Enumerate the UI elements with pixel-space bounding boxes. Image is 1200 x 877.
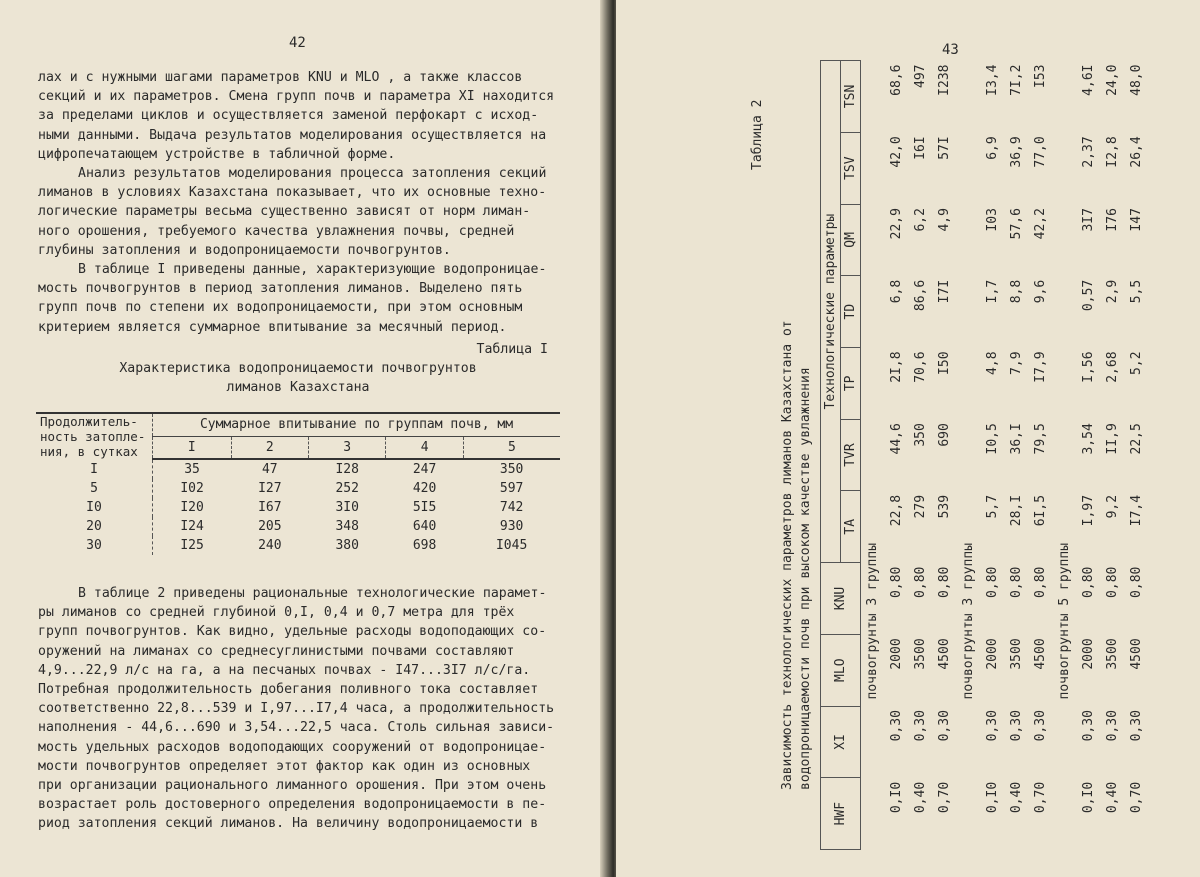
table2-cell: I47 [1129, 208, 1144, 232]
table2-cell: 4,9 [937, 208, 952, 232]
table2-cell: 279 [913, 494, 928, 519]
table1-value-cell: 3I0 [335, 500, 359, 515]
table2-cell: 6,9 [985, 136, 1000, 160]
table2-cell: 0,30 [1105, 710, 1120, 742]
table2-col-header: QM [841, 204, 861, 276]
table2-cell: 22,9 [889, 208, 904, 240]
text-line: логические параметры весьма существенно зависят от норм лиман- [38, 204, 531, 220]
text-line: критерием является суммарное впитывание за месячный период. [38, 319, 507, 335]
table2-cell: 2000 [1081, 638, 1096, 670]
table2-cell: I6I [913, 136, 928, 160]
table2-cell: 2,37 [1081, 136, 1096, 168]
table2-cell: 0,70 [1033, 781, 1048, 814]
table2-cell: 9,2 [1105, 494, 1120, 519]
table2-cell: 79,5 [1033, 423, 1048, 455]
table1-value-cell: 47 [261, 462, 278, 477]
table2-cell: 4500 [1129, 638, 1144, 670]
table2-cell: 497 [913, 64, 928, 88]
table2-col-header: TP [841, 347, 861, 419]
table2-cell: 690 [937, 423, 952, 447]
table2-group-title-row [1053, 61, 1077, 850]
table2-cell: I,97 [1081, 494, 1096, 527]
paragraph-2 [38, 164, 558, 260]
paragraph-3 [38, 260, 558, 337]
table1-value-cell: 348 [335, 519, 359, 534]
table1-value-cell: 930 [499, 519, 524, 534]
table2-cell: 0,40 [1105, 781, 1120, 814]
table1-row [36, 479, 560, 498]
table2-cell: 0,57 [1081, 279, 1096, 312]
table2-cell: 77,0 [1033, 136, 1048, 168]
table2-cell: 3500 [1105, 638, 1120, 670]
table2-cell: 7I,2 [1009, 64, 1024, 96]
table1-col-header: I [153, 436, 232, 459]
table1-value-cell: 205 [258, 519, 282, 534]
table2-cell: 6,8 [889, 279, 904, 304]
text-line: групп почвогрунтов. Как видно, удельные расходы водоподающих со- [38, 624, 547, 640]
table2-col-header: TSN [841, 61, 861, 133]
table2-cell: 0,I0 [889, 781, 904, 814]
table2-row [1101, 61, 1125, 850]
table2-cell: 4,6I [1081, 64, 1096, 96]
table1-duration-cell: 20 [36, 517, 153, 536]
table2-row [981, 61, 1005, 850]
text-line: ными данными. Выдача результатов моделирования осуществляется на [38, 127, 547, 143]
table2-cell: 22,8 [889, 494, 904, 527]
text-line: оружений на лиманах со среднесуглинистыми почвами составляют [38, 643, 515, 659]
table2-cell: I53 [1033, 64, 1048, 88]
table2-cell: I,56 [1081, 351, 1096, 383]
table1-value-cell: 252 [335, 481, 359, 496]
table2-cell: 350 [913, 423, 928, 447]
table2-cell: I2,8 [1105, 136, 1120, 168]
table2-group-title-row [957, 61, 981, 850]
table2-cell: 7,9 [1009, 351, 1024, 375]
table2-cell: 8,8 [1009, 279, 1024, 304]
text-line: ного орошения, требуемого качества увлажнения почвы, средней [38, 223, 515, 239]
table2-cell: 0,80 [889, 566, 904, 598]
table1-row [36, 536, 560, 555]
paragraph-4 [38, 584, 558, 834]
text-line: мости почвогрунтов определяет этот фактор как один из основных [38, 758, 531, 774]
table2-cell: 36,I [1009, 423, 1024, 455]
table1-title-line1: Характеристика водопроницаемости почвогрунтов [119, 361, 477, 377]
table2-cell: 48,0 [1129, 64, 1144, 96]
table1-value-cell: 420 [412, 481, 437, 496]
table1-group-header: Суммарное впитывание по группам почв, мм [153, 413, 561, 436]
table2-cell: I238 [937, 64, 952, 96]
table1-value-cell: 5I5 [412, 500, 437, 515]
table1-col-header: 5 [463, 436, 560, 459]
table2-cell: 539 [937, 494, 952, 519]
table2-col-header: TD [841, 276, 861, 348]
table1-value-cell: I20 [180, 500, 204, 515]
text-line: мость удельных расходов водоподающих сооружений от водопроницае- [38, 739, 547, 755]
table2-cell: 0,30 [913, 710, 928, 742]
table2-rotated-block [630, 30, 1190, 850]
table2-cell: 57,6 [1009, 208, 1024, 240]
table1-col-header: 4 [386, 436, 463, 459]
table2-cell: 0,80 [937, 566, 952, 598]
table2-row [909, 61, 933, 850]
text-line: за пределами циклов и осуществляется заменой перфокарт с исход- [38, 108, 539, 124]
table1-value-cell: I27 [258, 481, 282, 496]
table2-cell: 22,5 [1129, 423, 1144, 455]
table2-cell: 0,80 [1009, 566, 1024, 598]
text-line: 4,9...22,9 л/с на га, а на песчаных почвах - I47...3I7 л/с/га. [38, 662, 531, 678]
table1-row [36, 498, 560, 517]
text-line: В таблице I приведены данные, характеризующие водопроницае- [78, 262, 547, 277]
text-line: соответственно 22,8...539 и I,97...I7,4 часа, а продолжительность [38, 701, 555, 717]
text-line: Анализ результатов моделирования процесса затопления секций [78, 166, 547, 181]
table2-col-header: HWF [821, 778, 861, 850]
table2-title-line1: Зависимость технологических параметров лиманов Казахстана от [780, 320, 795, 790]
table2-cell: 0,30 [889, 710, 904, 742]
table1-body [36, 459, 560, 555]
table2-cell: 0,80 [1033, 566, 1048, 598]
table1-value-cell: 35 [184, 462, 200, 477]
table2-cell: 6,2 [913, 208, 928, 232]
text-line: секций и их параметров. Смена групп почв и параметра XI находится [38, 89, 555, 105]
table2-label: Таблица 2 [750, 99, 765, 170]
table1-value-cell: I25 [180, 538, 204, 553]
table2-cell: 0,40 [913, 781, 928, 814]
table1-duration-cell: I [36, 459, 153, 479]
table2-cell: 3500 [913, 638, 928, 670]
table2-cell: I0,5 [985, 423, 1000, 455]
text-line: В таблице 2 приведены рациональные технологические парамет- [78, 586, 547, 601]
table1-duration-cell: 5 [36, 479, 153, 498]
table2-cell: 86,6 [913, 279, 928, 312]
table2-cell: 0,40 [1009, 781, 1024, 814]
page-number-left: 42 [289, 35, 306, 51]
table1-col-header: 2 [231, 436, 308, 459]
table2-cell: 5,7 [985, 494, 1000, 519]
table2-row [1077, 61, 1101, 850]
table1-value-cell: I67 [258, 500, 282, 515]
table1-value-cell: I28 [335, 462, 359, 477]
table2-tech-header: Технологические параметры [821, 61, 841, 563]
text-line: Потребная продолжительность добегания поливного тока составляет [38, 682, 539, 698]
table2-cell: 42,0 [889, 136, 904, 168]
text-line: ры лиманов со средней глубиной 0,I, 0,4 и 0,7 метра для трёх [38, 605, 515, 621]
table1-row-header: Продолжитель- ность затопле- ния, в сутках [36, 413, 153, 459]
table2-col-header: MLO [821, 634, 861, 706]
table2-cell: 70,6 [913, 351, 928, 383]
table1-value-cell: 240 [258, 538, 282, 553]
table2-cell: I,7 [985, 279, 1000, 304]
table2-row [1029, 61, 1053, 850]
table2-cell: 68,6 [889, 64, 904, 96]
table2-cell: 0,70 [1129, 781, 1144, 814]
table2-cell: 44,6 [889, 423, 904, 455]
table1-duration-cell: 30 [36, 536, 153, 555]
table2-cell: 6I,5 [1033, 494, 1048, 527]
table1-value-cell: 380 [335, 538, 359, 553]
table2-cell: 4500 [937, 638, 952, 670]
table2-cell: 4,8 [985, 351, 1000, 375]
table1-label: Таблица I [476, 342, 548, 357]
table1-value-cell: 640 [412, 519, 437, 534]
table1-duration-cell: I0 [36, 498, 153, 517]
text-line: глубины затопления и водопроницаемости почвогрунтов. [38, 242, 451, 258]
text-line: групп почв по степени их водопроницаемости, при этом основным [38, 300, 523, 316]
text-line: лах и с нужными шагами параметров KNU и MLO , а также классов [38, 70, 523, 85]
text-line: наполнения - 44,6...690 и 3,54...22,5 часа. Столь сильная зависи- [38, 720, 555, 736]
table2-col-header: TA [841, 491, 861, 563]
table2-cell: 0,30 [1081, 710, 1096, 742]
table2-cell: I7I [937, 279, 952, 304]
table2-group-title: почвогрунты 3 группы [961, 542, 976, 700]
table2-cell: 0,I0 [1081, 781, 1096, 814]
table2-col-header: TVR [841, 419, 861, 491]
table2-cell: 0,I0 [985, 781, 1000, 814]
text-line: при организации рационального лиманного орошения. При этом очень [38, 778, 547, 794]
table2-cell: I7,4 [1129, 494, 1144, 527]
table2-row [1125, 61, 1149, 850]
table1-caption [38, 340, 558, 398]
right-page [616, 0, 1200, 877]
table2-cell: 24,0 [1105, 64, 1120, 96]
table2-cell: II,9 [1105, 423, 1120, 455]
table1-value-cell: I24 [180, 519, 204, 534]
text-line: мость почвогрунтов в период затопления лиманов. Выделено пять [38, 281, 523, 297]
table1-title-line2: лиманов Казахстана [226, 380, 370, 396]
paragraph-1 [38, 68, 558, 164]
table2-col-header: TSV [841, 132, 861, 204]
table2-row [885, 61, 909, 850]
table1-value-cell: 742 [499, 500, 524, 515]
table1-col-header: 3 [309, 436, 386, 459]
table2-cell: I03 [985, 208, 1000, 232]
table2-cell: 26,4 [1129, 136, 1144, 168]
table2-body [861, 61, 1150, 850]
text-line: риод затопления секций лиманов. На величину водопроницаемости в [38, 816, 539, 832]
table2-cell: 0,30 [1129, 710, 1144, 742]
table2-cell: 0,80 [1081, 566, 1096, 598]
table2-row [1005, 61, 1029, 850]
table2-cell: 57I [937, 136, 952, 160]
table1-value-cell: 597 [499, 481, 524, 496]
table2-group-title: почвогрунты 5 группы [1057, 542, 1072, 700]
table2-cell: 2I,8 [889, 351, 904, 383]
table2-cell: I7,9 [1033, 351, 1048, 383]
table2-cell: 2000 [985, 638, 1000, 670]
table2-cell: 3I7 [1081, 208, 1096, 232]
table2-group-title: почвогрунты 3 группы [865, 542, 880, 700]
table2-cell: 5,2 [1129, 351, 1144, 375]
table2-cell: 9,6 [1033, 279, 1048, 304]
table2-group-title-row [861, 61, 886, 850]
table2-cell: 0,80 [1129, 566, 1144, 598]
table1 [36, 412, 560, 555]
table1-value-cell: 350 [499, 462, 524, 477]
text-line: цифропечатающем устройстве в табличной форме. [38, 146, 396, 162]
table2-cell: 0,30 [937, 710, 952, 742]
table1-row [36, 459, 560, 479]
table2-cell: 0,70 [937, 781, 952, 814]
table2-title-line2: водопроницаемости почв при высоком качестве увлажнения [798, 367, 813, 790]
table2-cell: I76 [1105, 208, 1120, 232]
table2-cell: 2,9 [1105, 279, 1120, 304]
table2-cell: 0,30 [1009, 710, 1024, 742]
table2-col-header: XI [821, 706, 861, 778]
table2-cell: 0,80 [985, 566, 1000, 598]
table2-cell: 36,9 [1009, 136, 1024, 168]
table2-col-header: KNU [821, 563, 861, 635]
table1-value-cell: 247 [412, 462, 437, 477]
text-line: лиманов в условиях Казахстана показывает, что их основные техно- [38, 185, 547, 201]
table2-cell: 0,30 [985, 710, 1000, 742]
page-number-right: 43 [942, 42, 959, 58]
table2-cell: 0,80 [1105, 566, 1120, 598]
text-line: возрастает роль достоверного определения водопроницаемости в пе- [38, 797, 547, 813]
table2 [820, 60, 1149, 850]
table2-cell: I50 [937, 351, 952, 375]
table1-value-cell: 698 [412, 538, 437, 553]
table2-cell: 5,5 [1129, 279, 1144, 304]
table2-cell: 0,80 [913, 566, 928, 598]
table2-cell: 3,54 [1081, 423, 1096, 455]
table1-row [36, 517, 560, 536]
table2-row [933, 61, 957, 850]
table2-cell: 2000 [889, 638, 904, 670]
table2-cell: 3500 [1009, 638, 1024, 670]
table2-cell: 0,30 [1033, 710, 1048, 742]
table2-cell: 42,2 [1033, 208, 1048, 240]
table2-cell: 28,I [1009, 494, 1024, 527]
table1-value-cell: I045 [495, 538, 528, 553]
table2-cell: 2,68 [1105, 351, 1120, 383]
table2-cell: 4500 [1033, 638, 1048, 670]
table2-cell: I3,4 [985, 64, 1000, 96]
table1-value-cell: I02 [180, 481, 204, 496]
